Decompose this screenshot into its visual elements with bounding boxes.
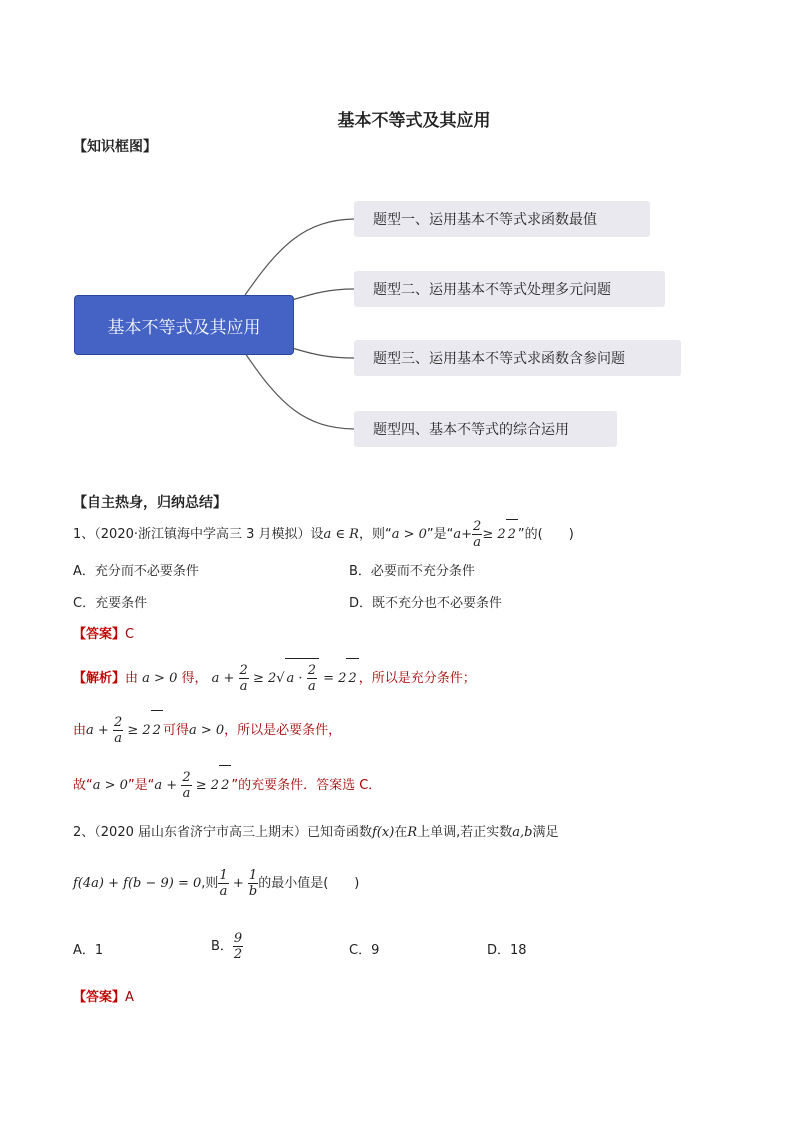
q2-choice-d: D．18 <box>487 943 527 958</box>
q2-fx: f(x) <box>372 825 395 840</box>
q2-ab: a,b <box>512 825 533 840</box>
q2-stem <box>73 822 558 844</box>
q2-tail: 满足 <box>532 825 559 840</box>
q1-l3-c: ”的充要条件．答案选 C． <box>231 778 382 793</box>
q1-choice-d: D．既不充分也不必要条件 <box>349 596 503 611</box>
q1-cond-b: a > 0 <box>391 527 427 542</box>
q1-mid1: ，则“ <box>358 527 392 542</box>
q2-answer <box>73 986 134 1005</box>
q2-equation: f(4a) + f(b − 9) = 0 <box>73 876 202 891</box>
q1-lead: 1、（2020·浙江镇海中学高三 3 月模拟）设 <box>73 527 324 542</box>
q1-l2-c: ，所以是必要条件， <box>224 723 342 738</box>
q1-expression: a+ $\frac{2}{a}$ ≥ 2 2 <box>453 519 516 550</box>
q1-analysis-line2 <box>73 710 341 751</box>
q1-answer-value: C <box>125 627 135 642</box>
q2-choice-c: C．9 <box>349 943 380 958</box>
q1-choice-b: B．必要而不充分条件 <box>349 564 475 579</box>
q2-choice-b <box>211 928 243 966</box>
mindmap-node-1: 题型一、运用基本不等式求函数最值 <box>354 201 650 237</box>
q2-R: R <box>407 825 418 840</box>
q2-condition <box>73 862 359 906</box>
q1-analysis-line3 <box>73 765 381 806</box>
mindmap-node-4: 题型四、基本不等式的综合运用 <box>354 411 617 447</box>
q2-choice-b-value: $\frac{9}{2}$ <box>233 931 243 962</box>
q1-l3-cond: a > 0 <box>92 778 128 793</box>
q1-l3-ineq: a + $\frac{2}{a}$ ≥ 2 2 <box>154 778 231 793</box>
q1-l3-b: ”是“ <box>127 778 155 793</box>
section-heading-warmup: 【自主热身，归纳总结】 <box>73 495 227 511</box>
section-heading-framework: 【知识框图】 <box>73 139 157 155</box>
q2-choice-b-label: B． <box>211 939 233 954</box>
q2-expression: $\frac{1}{a}$ + $\frac{1}{b}$ <box>219 868 258 899</box>
q2-choice-a: A．1 <box>73 943 104 958</box>
q1-choice-a: A．充分而不必要条件 <box>73 564 199 579</box>
q1-stem <box>73 519 574 550</box>
q2-mid1: 在 <box>394 825 408 840</box>
q1-l1-a: 由 <box>125 671 139 686</box>
q2-answer-tag: 【答案】 <box>73 990 126 1005</box>
q1-mid2: ”是“ <box>426 527 454 542</box>
q1-answer-tag: 【答案】 <box>73 627 126 642</box>
q1-l1-c: ，所以是充分条件； <box>358 671 476 686</box>
q1-tail: ”的( ) <box>517 527 574 542</box>
mindmap-node-3: 题型三、运用基本不等式求函数含参问题 <box>354 340 681 376</box>
mindmap-node-2: 题型二、运用基本不等式处理多元问题 <box>354 271 665 307</box>
q1-answer <box>73 623 134 642</box>
q1-l2-a: 由 <box>73 723 87 738</box>
q2-lead: 2、（2020 届山东省济宁市高三上期末）已知奇函数 <box>73 825 372 840</box>
page-title: 基本不等式及其应用 <box>337 111 491 131</box>
q1-l3-a: 故“ <box>73 778 93 793</box>
q1-l1-b: 得， <box>181 671 208 686</box>
q1-analysis-tag: 【解析】 <box>73 671 126 686</box>
q1-l1-ineq: a + $\frac{2}{a}$ ≥ 2√ a · $\frac{2}{a}$ = 2 2 <box>208 671 359 686</box>
q2-ask: 的最小值是( ) <box>258 876 360 891</box>
q2-then: ,则 <box>201 876 219 891</box>
q1-analysis-line1 <box>73 658 476 699</box>
q1-cond-a: a ∈ R <box>323 527 359 542</box>
q1-choice-c: C．充要条件 <box>73 596 148 611</box>
q1-l2-b: 可得 <box>162 723 189 738</box>
q2-answer-value: A <box>125 990 134 1005</box>
q1-l2-ineq: a + $\frac{2}{a}$ ≥ 2 2 <box>86 723 163 738</box>
q2-mid2: 上单调,若正实数 <box>417 825 513 840</box>
mindmap-root: 基本不等式及其应用 <box>74 295 294 355</box>
q1-l1-cond: a > 0 <box>138 671 182 686</box>
q1-l2-cond: a > 0 <box>188 723 225 738</box>
